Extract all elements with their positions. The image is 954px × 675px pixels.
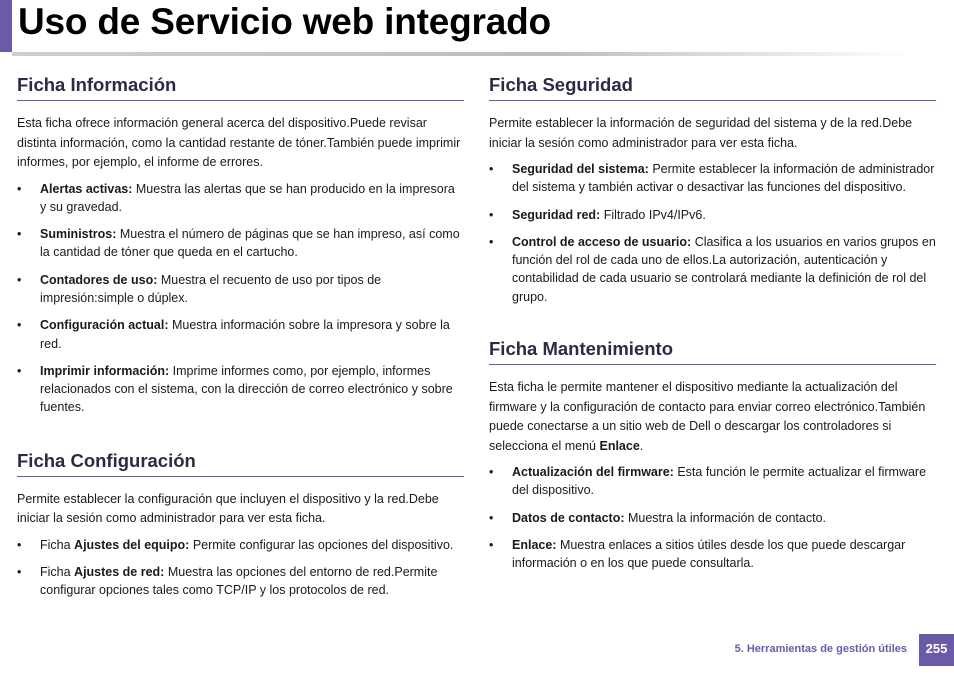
section-security: [489, 74, 936, 306]
page-title: Uso de Servicio web integrado: [18, 1, 551, 42]
bullet: •: [17, 363, 22, 378]
section-intro: Permite establecer la configuración que incluyen el dispositivo y la red.Debe iniciar la sesión como administrador para ver esta ficha.: [17, 491, 439, 526]
bullet: •: [489, 537, 494, 552]
bullet: •: [17, 565, 22, 580]
item-text: Permite configurar las opciones del dispositivo.: [189, 537, 454, 552]
item-text: Clasifica a los usuarios en varios grupos en función del rol de cada uno de ellos.La autorización, autenticación y contabilidad de cada usuario se controlará mediante la definición de rol del grupo.: [512, 234, 936, 304]
page-number: 255: [919, 634, 954, 666]
intro-end: .: [639, 438, 644, 453]
bullet: •: [17, 181, 22, 196]
section-title: Ficha Configuración: [17, 450, 464, 477]
item-text: Filtrado IPv4/IPv6.: [600, 207, 706, 222]
item-label: Alertas activas:: [40, 181, 133, 196]
list-item: [17, 362, 464, 417]
item-label: Seguridad red:: [512, 207, 601, 222]
item-label: Enlace:: [512, 537, 557, 552]
item-prefix: Ficha: [40, 565, 75, 580]
title-rule: [12, 52, 912, 56]
section-intro: Esta ficha ofrece información general acerca del dispositivo.Puede revisar distinta información, como la cantidad restante de tóner.También puede imprimir informes, por ejemplo, el informe de errores.: [17, 116, 461, 169]
item-label: Seguridad del sistema:: [512, 162, 649, 176]
bullet-list: [17, 180, 464, 417]
item-text: Imprime informes como, por ejemplo, informes relacionados con el sistema, con la dirección de correo electrónico y sobre fuentes.: [40, 363, 453, 415]
item-label: Configuración actual:: [40, 318, 169, 333]
list-item: [489, 206, 936, 224]
bullet: •: [17, 272, 22, 287]
list-item: [489, 536, 936, 573]
bullet: •: [489, 207, 494, 222]
bullet: •: [17, 318, 22, 333]
intro-text: Esta ficha le permite mantener el dispositivo mediante la actualización del firmware y la configuración de contacto para enviar correo electrónico.También puede conectarse a un sitio web de Dell o descargar los controladores si selecciona el menú: [489, 380, 926, 453]
item-label: Ajustes del equipo:: [74, 537, 190, 552]
right-column: [489, 74, 936, 591]
section-config: [17, 450, 464, 600]
list-item: [489, 233, 936, 306]
list-item: [17, 271, 464, 308]
section-title: Ficha Seguridad: [489, 74, 936, 101]
section-title: Ficha Información: [17, 74, 464, 101]
item-label: Ajustes de red:: [74, 565, 165, 580]
bullet: •: [17, 537, 22, 552]
footer-chapter: 5. Herramientas de gestión útiles: [734, 643, 907, 655]
section-title: Ficha Mantenimiento: [489, 338, 936, 365]
bullet: •: [489, 510, 494, 525]
item-prefix: Ficha: [40, 537, 75, 552]
item-text: Muestra el recuento de uso por tipos de impresión:simple o dúplex.: [40, 272, 382, 305]
item-text: Esta función le permite actualizar el firmware del dispositivo.: [512, 465, 927, 498]
menu-name: Enlace: [599, 438, 640, 453]
item-text: Muestra enlaces a sitios útiles desde los que puede descargar información o en los que puede consultarla.: [512, 537, 906, 571]
bullet: •: [489, 465, 494, 480]
bullet-list: [17, 536, 464, 600]
bullet: •: [489, 234, 494, 249]
section-intro: [489, 378, 936, 456]
title-accent-bar: [0, 0, 12, 52]
item-label: Datos de contacto:: [512, 510, 625, 525]
section-intro: Permite establecer la información de seguridad del sistema y de la red.Debe iniciar la sesión como administrador para ver esta ficha.: [489, 116, 913, 150]
list-item: [489, 160, 936, 197]
list-item: [17, 563, 464, 600]
list-item: [489, 463, 936, 500]
left-column: [17, 74, 464, 618]
bullet-list: [489, 463, 936, 572]
item-label: Control de acceso de usuario:: [512, 234, 692, 249]
section-maintenance: [489, 338, 936, 572]
item-text: Permite establecer la información de administrador del sistema y también activar o desactivar las funciones del dispositivo.: [512, 162, 935, 195]
item-text: Muestra la información de contacto.: [624, 510, 827, 525]
item-text: Muestra las alertas que se han producido en la impresora y su gravedad.: [40, 181, 455, 214]
section-info: [17, 74, 464, 417]
bullet: •: [17, 227, 22, 242]
item-text: Muestra información sobre la impresora y sobre la red.: [40, 318, 450, 351]
item-label: Actualización del firmware:: [512, 465, 674, 480]
item-label: Contadores de uso:: [40, 272, 158, 287]
item-text: Muestra las opciones del entorno de red.Permite configurar opciones tales como TCP/IP y los protocolos de red.: [40, 565, 438, 598]
list-item: [489, 509, 936, 527]
bullet: •: [489, 162, 494, 176]
item-label: Imprimir información:: [40, 363, 170, 378]
list-item: [17, 225, 464, 262]
item-label: Suministros:: [40, 227, 117, 242]
item-text: Muestra el número de páginas que se han impreso, así como la cantidad de tóner que queda en el cartucho.: [40, 227, 460, 260]
list-item: [17, 180, 464, 217]
list-item: [17, 316, 464, 353]
bullet-list: [489, 160, 936, 306]
list-item: [17, 536, 464, 554]
